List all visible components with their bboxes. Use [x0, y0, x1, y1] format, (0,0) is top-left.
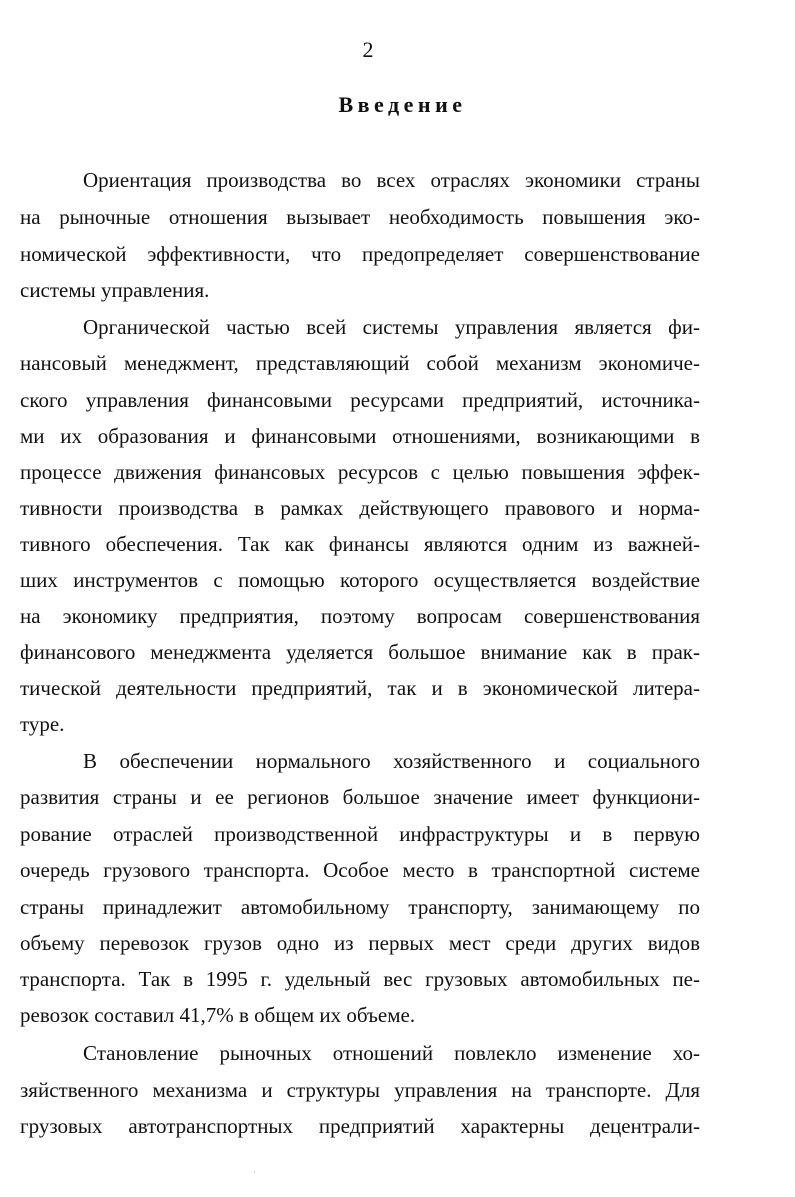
paragraph-4-line-3: грузовых автотранспортных предприятий характерны децентрали-: [20, 1114, 700, 1138]
paragraph-2-line-5: процессе движения финансовых ресурсов с целью повышения эффек-: [20, 460, 700, 484]
paragraph-2-line-2: нансовый менеджмент, представляющий собой механизм экономиче-: [20, 351, 700, 375]
paragraph-2-line-9: на экономику предприятия, поэтому вопросам совершенствования: [20, 604, 700, 628]
paragraph-2-line-4: ми их образования и финансовыми отношениями, возникающими в: [20, 424, 700, 448]
paragraph-3-line-6: объему перевозок грузов одно из первых мест среди других видов: [20, 931, 700, 955]
paragraph-4-line-2: зяйственного механизма и структуры управления на транспорте. Для: [20, 1078, 700, 1102]
paragraph-3-line-3: рование отраслей производственной инфраструктуры и в первую: [20, 822, 700, 846]
section-title: Введение: [338, 92, 467, 117]
paragraph-2-line-10: финансового менеджмента уделяется большое внимание как в прак-: [20, 640, 700, 664]
paragraph-2-line-1: Органической частью всей системы управления является фи-: [83, 315, 700, 339]
scan-speck: ·: [253, 1168, 256, 1177]
paragraph-3-line-8: ревозок составил 41,7% в общем их объеме.: [20, 1003, 416, 1027]
page-number: 2: [362, 37, 374, 62]
paragraph-1-line-2: на рыночные отношения вызывает необходимость повышения эко-: [20, 205, 700, 229]
paragraph-2-line-12: туре.: [20, 712, 65, 736]
paragraph-2-line-8: ших инструментов с помощью которого осуществляется воздействие: [20, 568, 700, 592]
paragraph-2-line-3: ского управления финансовыми ресурсами предприятий, источника-: [20, 388, 700, 412]
paragraph-3-line-5: страны принадлежит автомобильному транспорту, занимающему по: [20, 895, 700, 919]
paragraph-1-line-3: номической эффективности, что предопределяет совершенствование: [20, 242, 700, 266]
paragraph-3-line-4: очередь грузового транспорта. Особое место в транспортной системе: [20, 858, 700, 882]
paragraph-2-line-11: тической деятельности предприятий, так и в экономической литера-: [20, 676, 700, 700]
paragraph-2-line-6: тивности производства в рамках действующего правового и норма-: [20, 496, 700, 520]
paragraph-1-line-1: Ориентация производства во всех отраслях экономики страны: [83, 168, 700, 192]
paragraph-4-line-1: Становление рыночных отношений повлекло изменение хо-: [83, 1041, 700, 1065]
paragraph-2-line-7: тивного обеспечения. Так как финансы являются одним из важней-: [20, 532, 700, 556]
paragraph-1-line-4: системы управления.: [20, 278, 210, 302]
paragraph-3-line-7: транспорта. Так в 1995 г. удельный вес грузовых автомобильных пе-: [20, 967, 700, 991]
paragraph-3-line-1: В обеспечении нормального хозяйственного и социального: [83, 749, 700, 773]
paragraph-3-line-2: развития страны и ее регионов большое значение имеет функциони-: [20, 785, 700, 809]
